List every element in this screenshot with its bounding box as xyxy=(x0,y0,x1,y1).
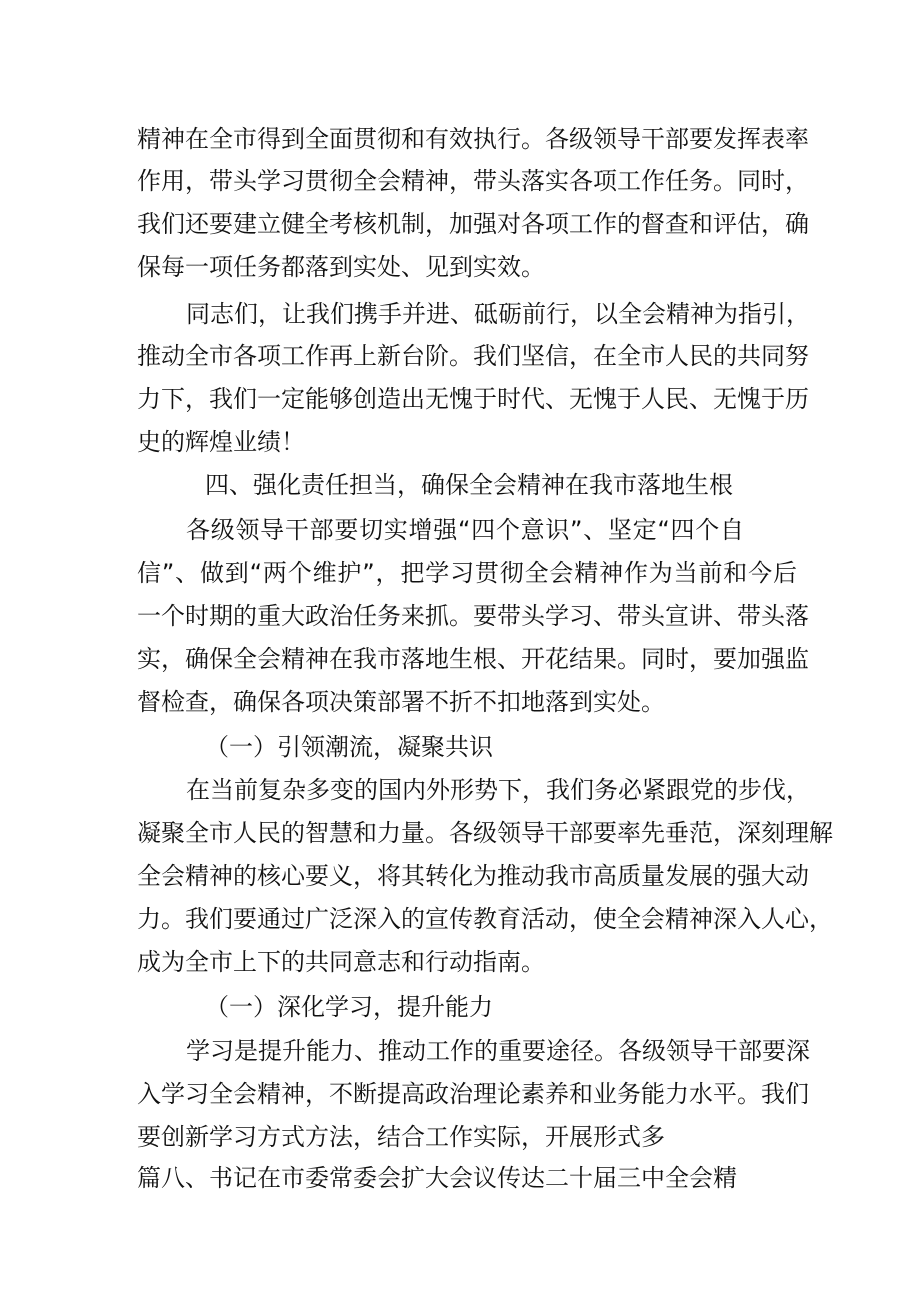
paragraph-line: 力下，我们一定能够创造出无愧于时代、无愧于人民、无愧于历 xyxy=(137,385,809,413)
paragraph-line: 一个时期的重大政治任务来抓。要带头学习、带头宣讲、带头落 xyxy=(137,602,809,630)
section-heading: 四、强化责任担当，确保全会精神在我市落地生根 xyxy=(205,471,733,499)
paragraph-line: 学习是提升能力、推动工作的重要途径。各级领导干部要深 xyxy=(186,1037,810,1065)
paragraph-line: 在当前复杂多变的国内外形势下，我们务必紧跟党的步伐， xyxy=(186,776,810,804)
paragraph-line: 成为全市上下的共同意志和行动指南。 xyxy=(137,948,545,976)
paragraph-line: 史的辉煌业绩！ xyxy=(137,428,305,456)
paragraph-line: 实，确保全会精神在我市落地生根、开花结果。同时，要加强监 xyxy=(137,645,809,673)
article-title-line: 篇八、书记在市委常委会扩大会议传达二十届三中全会精 xyxy=(137,1164,737,1192)
paragraph-line: 全会精神的核心要义，将其转化为推动我市高质量发展的强大动 xyxy=(137,862,809,890)
paragraph-line: 我们还要建立健全考核机制，加强对各项工作的督查和评估，确 xyxy=(137,210,809,238)
paragraph-line: 信”、做到“两个维护”，把学习贯彻全会精神作为当前和今后 xyxy=(137,559,797,587)
paragraph-line: 保每一项任务都落到实处、见到实效。 xyxy=(137,253,545,281)
paragraph-line: 凝聚全市人民的智慧和力量。各级领导干部要率先垂范，深刻理解 xyxy=(137,819,833,847)
paragraph-line: 作用，带头学习贯彻全会精神，带头落实各项工作任务。同时， xyxy=(137,167,809,195)
subsection-heading: （一）引领潮流，凝聚共识 xyxy=(205,733,493,761)
paragraph-line: 要创新学习方式方法，结合工作实际，开展形式多 xyxy=(137,1123,665,1151)
paragraph-line: 入学习全会精神，不断提高政治理论素养和业务能力水平。我们 xyxy=(137,1080,809,1108)
paragraph-line: 推动全市各项工作再上新台阶。我们坚信，在全市人民的共同努 xyxy=(137,342,809,370)
subsection-heading: （一）深化学习，提升能力 xyxy=(205,993,493,1021)
paragraph-line: 督检查，确保各项决策部署不折不扣地落到实处。 xyxy=(137,688,665,716)
paragraph-line: 精神在全市得到全面贯彻和有效执行。各级领导干部要发挥表率 xyxy=(137,125,809,153)
paragraph-line: 同志们，让我们携手并进、砥砺前行，以全会精神为指引， xyxy=(186,300,810,328)
paragraph-line: 力。我们要通过广泛深入的宣传教育活动，使全会精神深入人心， xyxy=(137,905,833,933)
paragraph-line: 各级领导干部要切实增强“四个意识”、坚定“四个自 xyxy=(186,516,744,544)
